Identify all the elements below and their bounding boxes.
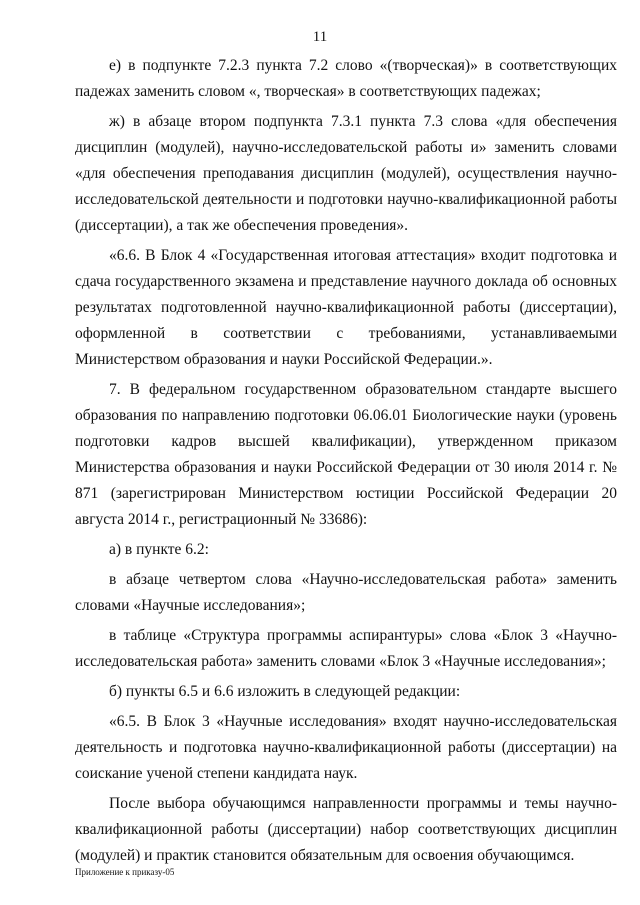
paragraph-zh: ж) в абзаце втором подпункта 7.3.1 пункта 7.3 слова «для обеспечения дисциплин (модулей), научно-исследовательской работы и» заменить словами «для обеспечения преподавания дисциплин (модулей), осуществления научно-исследовательской деятельности и подготовки научно-квалификационной работы (диссертации), а так же обеспечения проведения». <box>75 113 617 234</box>
paragraph-b: б) пункты 6.5 и 6.6 изложить в следующей редакции: <box>109 683 461 700</box>
paragraph-a: а) в пункте 6.2: <box>109 541 209 558</box>
paragraph-posle-vybora: После выбора обучающимся направленности программы и темы научно-квалификационной работы (диссертации) набор соответствующих дисциплин (модулей) и практик становится обязательным для освоения обучающимся. <box>75 795 617 864</box>
paragraph-e: е) в подпункте 7.2.3 пункта 7.2 слово «(творческая)» в соответствующих падежах заменить словом «, творческая» в соответствующих падежах; <box>75 57 617 100</box>
paragraph-6-5: «6.5. В Блок 3 «Научные исследования» входят научно-исследовательская деятельность и подготовка научно-квалификационной работы (диссертации) на соискание ученой степени кандидата наук. <box>75 713 617 782</box>
paragraph-6-6: «6.6. В Блок 4 «Государственная итоговая аттестация» входит подготовка и сдача государственного экзамена и представление научного доклада об основных результатах подготовленной научно-квалификационной работы (диссертации), оформленной в соответствии с требованиями, устанавливаемыми Министерством образования и науки Российской Федерации.». <box>75 247 617 368</box>
page-number: 11 <box>312 29 328 45</box>
paragraph-abzac-chetvertyi: в абзаце четвертом слова «Научно-исследовательская работа» заменить словами «Научные исследования»; <box>75 571 617 614</box>
paragraph-tablica: в таблице «Структура программы аспирантуры» слова «Блок 3 «Научно-исследовательская работа» заменить словами «Блок 3 «Научные исследования»; <box>75 627 617 670</box>
document-body <box>75 53 617 869</box>
footer-note: Приложение к приказу-05 <box>75 867 175 877</box>
paragraph-7: 7. В федеральном государственном образовательном стандарте высшего образования по направлению подготовки 06.06.01 Биологические науки (уровень подготовки кадров высшей квалификации), утвержденном приказом Министерства образования и науки Российской Федерации от 30 июля 2014 г. № 871 (зарегистрирован Министерством юстиции Российской Федерации 20 августа 2014 г., регистрационный № 33686): <box>75 381 617 528</box>
